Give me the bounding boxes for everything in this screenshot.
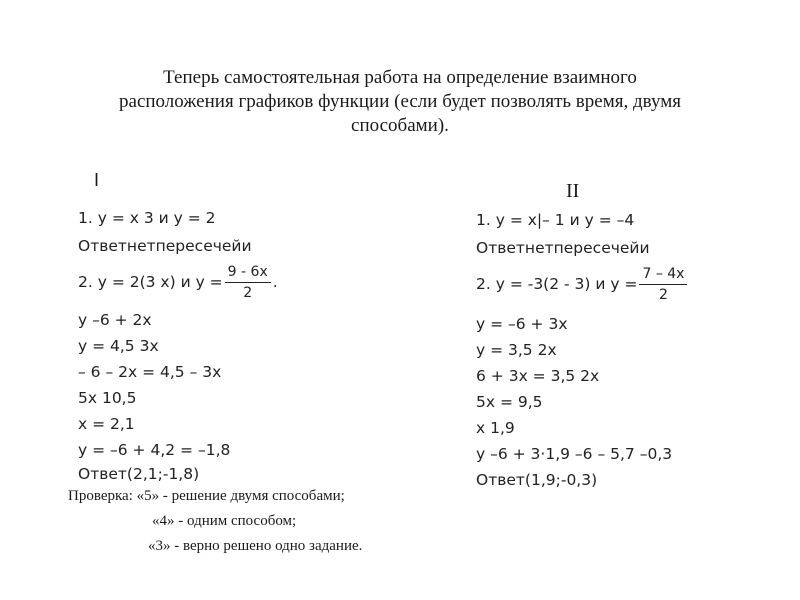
- v1-task-2-suffix: .: [272, 273, 278, 291]
- v2-fraction-denominator: 2: [659, 287, 668, 303]
- v1-task-2: [78, 262, 278, 302]
- v2-step-5: x 1,9: [476, 419, 515, 437]
- v1-step-6: y = –6 + 4,2 = –1,8: [78, 441, 231, 459]
- v2-fraction: [639, 264, 687, 305]
- v1-fraction: [225, 262, 271, 303]
- v1-fraction-numerator: 9 - 6x: [225, 262, 271, 283]
- v2-step-2: y = 3,5 2x: [476, 341, 557, 359]
- grading-line-2: «4» - одним способом;: [152, 513, 297, 529]
- variant-1-heading: I: [94, 170, 100, 190]
- v1-answer-2: Ответ(2,1;-1,8): [78, 465, 200, 483]
- v1-step-1: y –6 + 2x: [78, 311, 152, 329]
- v2-step-6: y –6 + 3·1,9 –6 – 5,7 –0,3: [476, 445, 673, 463]
- v2-step-3: 6 + 3x = 3,5 2x: [476, 367, 600, 385]
- v1-step-2: y = 4,5 3x: [78, 337, 159, 355]
- v1-task-1: 1. y = x 3 и y = 2: [78, 209, 216, 227]
- grading-line-1: Проверка: «5» - решение двумя способами;: [68, 488, 345, 504]
- v1-step-3: – 6 – 2x = 4,5 – 3x: [78, 363, 222, 381]
- v2-fraction-numerator: 7 – 4x: [639, 264, 687, 285]
- v2-task-2-prefix: 2. y = -3(2 - 3) и y =: [476, 275, 638, 293]
- title-line-2: расположения графиков функции (если будет позволять время, двумя: [119, 91, 681, 112]
- title-line-3: способами).: [351, 115, 449, 136]
- v1-task-2-prefix: 2. y = 2(3 x) и y =: [78, 273, 223, 291]
- v2-step-1: y = –6 + 3x: [476, 315, 568, 333]
- v2-answer-2: Ответ(1,9;-0,3): [476, 471, 598, 489]
- v1-answer-1: Ответнетпересечейи: [78, 237, 252, 255]
- v2-task-1: 1. y = x|– 1 и y = –4: [476, 211, 635, 229]
- v1-fraction-denominator: 2: [243, 285, 253, 301]
- v2-step-4: 5x = 9,5: [476, 393, 543, 411]
- v2-task-2: [476, 264, 689, 304]
- task-title: [40, 66, 760, 138]
- variant-2-heading: II: [566, 180, 580, 202]
- grading-line-3: «3» - верно решено одно задание.: [148, 538, 363, 554]
- v2-answer-1: Ответнетпересечейи: [476, 239, 650, 257]
- title-line-1: Теперь самостоятельная работа на определение взаимного: [163, 67, 637, 88]
- v1-step-4: 5x 10,5: [78, 389, 137, 407]
- v1-step-5: x = 2,1: [78, 415, 135, 433]
